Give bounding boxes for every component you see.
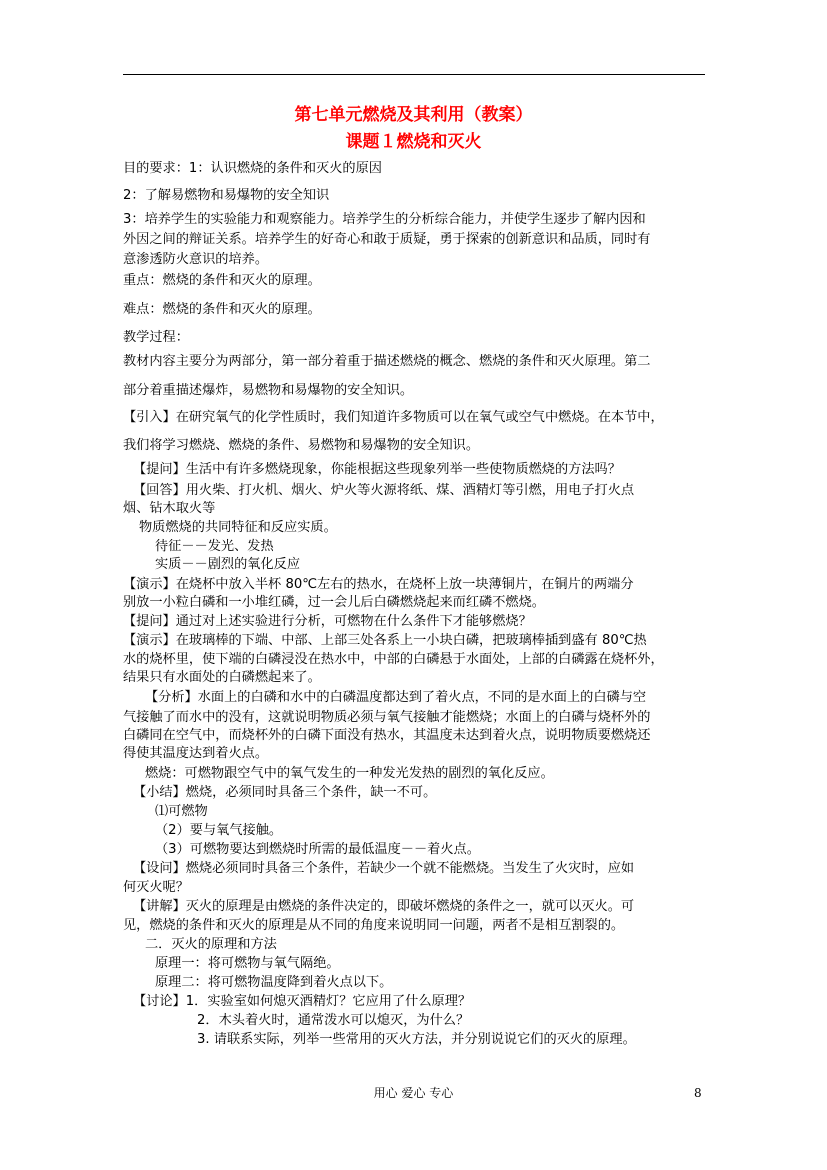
section-two-heading: 二．灭火的原理和方法 — [145, 937, 277, 952]
principle-2: 原理二：将可燃物温度降到着火点以下。 — [155, 975, 393, 990]
header-rule — [123, 74, 705, 75]
essence-line: 实质－－剧烈的氧化反应 — [155, 557, 301, 572]
setquestion-line-1: 【设问】燃烧必须同时具备三个条件，若缺少一个就不能燃烧。当发生了火灾时，应如 — [133, 861, 635, 876]
content-line-1: 教材内容主要分为两部分，第一部分着重于描述燃烧的概念、燃烧的条件和灭火原理。第二 — [123, 354, 651, 369]
question-line-1: 【提问】生活中有许多燃烧现象，你能根据这些现象列举一些使物质燃烧的方法吗？ — [133, 462, 621, 477]
common-feature-line: 物质燃烧的共同特征和反应实质。 — [139, 520, 337, 535]
analysis-line-4: 得使其温度达到着火点。 — [123, 746, 269, 761]
objective-line-3b: 外因之间的辩证关系。培养学生的好奇心和敢于质疑，勇于探索的创新意识和品质，同时有 — [123, 232, 651, 247]
answer-line-1: 【回答】用火柴、打火机、烟火、炉火等火源将纸、煤、酒精灯等引燃，用电子打火点 — [133, 483, 635, 498]
content-line-2: 部分着重描述爆炸，易燃物和易爆物的安全知识。 — [123, 383, 414, 398]
demo-1-line-1: 【演示】在烧杯中放入半杯 80℃左右的热水，在烧杯上放一块薄铜片，在铜片的两端分 — [123, 577, 634, 592]
condition-3: （3）可燃物要达到燃烧时所需的最低温度－－着火点。 — [155, 842, 480, 857]
objective-line-3: 3：培养学生的实验能力和观察能力。培养学生的分析综合能力，并使学生逐步了解内因和 — [123, 212, 646, 227]
condition-1: ⑴可燃物 — [155, 804, 208, 819]
principle-1: 原理一：将可燃物与氧气隔绝。 — [155, 956, 340, 971]
explain-line-1: 【讲解】灭火的原理是由燃烧的条件决定的，即破坏燃烧的条件之一，就可以灭火。可 — [133, 899, 635, 914]
demo-2-line-1: 【演示】在玻璃棒的下端、中部、上部三处各系上一小块白磷，把玻璃棒插到盛有 80℃热 — [123, 633, 647, 648]
process-heading: 教学过程： — [123, 330, 189, 345]
question-line-2: 【提问】通过对上述实验进行分析，可燃物在什么条件下才能够燃烧？ — [123, 614, 532, 629]
document-subtitle: 课题１燃烧和灭火 — [345, 132, 482, 152]
combustion-definition: 燃烧：可燃物跟空气中的氧气发生的一种发光发热的剧烈的氧化反应。 — [145, 766, 554, 781]
explain-line-2: 见，燃烧的条件和灭火的原理是从不同的角度来说明同一问题，两者不是相互割裂的。 — [123, 918, 625, 933]
page-number: 8 — [694, 1086, 702, 1100]
discussion-line-3: 3. 请联系实际，列举一些常用的灭火方法，并分别说说它们的灭火的原理。 — [197, 1032, 636, 1047]
condition-2: （2）要与氧气接触。 — [155, 823, 283, 838]
analysis-line-1: 【分析】水面上的白磷和水中的白磷温度都达到了着火点，不同的是水面上的白磷与空 — [145, 690, 647, 705]
analysis-line-2: 气接触了而水中的没有，这就说明物质必须与氧气接触才能燃烧；水面上的白磷与烧杯外的 — [123, 710, 651, 725]
feature-line: 待征－－发光、发热 — [155, 539, 274, 554]
discussion-line-2: 2．木头着火时，通常泼水可以熄灭，为什么？ — [197, 1013, 470, 1028]
demo-2-line-2: 水的烧杯里，使下端的白磷浸没在热水中，中部的白磷悬于水面处，上部的白磷露在烧杯外， — [123, 652, 664, 667]
summary-line: 【小结】燃烧，必须同时具备三个条件，缺一不可。 — [133, 785, 437, 800]
demo-2-line-3: 结果只有水面处的白磷燃起来了。 — [123, 670, 321, 685]
intro-line-2: 我们将学习燃烧、燃烧的条件、易燃物和易爆物的安全知识。 — [123, 438, 480, 453]
answer-line-2: 烟、钻木取火等 — [123, 501, 216, 516]
document-title: 第七单元燃烧及其利用（教案） — [294, 105, 533, 125]
objective-line-3c: 意渗透防火意识的培养。 — [123, 252, 269, 267]
objective-line-1: 目的要求：1：认识燃烧的条件和灭火的原因 — [123, 161, 382, 176]
intro-line-1: 【引入】在研究氧气的化学性质时，我们知道许多物质可以在氧气或空气中燃烧。在本节中， — [123, 410, 664, 425]
demo-1-line-2: 别放一小粒白磷和一小堆红磷，过一会儿后白磷燃烧起来而红磷不燃烧。 — [123, 595, 545, 610]
key-point-line: 重点：燃烧的条件和灭火的原理。 — [123, 273, 321, 288]
difficulty-line: 难点：燃烧的条件和灭火的原理。 — [123, 302, 321, 317]
objective-line-2: 2：了解易燃物和易爆物的安全知识 — [123, 188, 330, 203]
page-footer: 用心 爱心 专心 — [373, 1086, 454, 1100]
analysis-line-3: 白磷同在空气中，而烧杯外的白磷下面没有热水，其温度未达到着火点，说明物质要燃烧还 — [123, 728, 651, 743]
setquestion-line-2: 何灭火呢？ — [123, 880, 189, 895]
discussion-line-1: 【讨论】1．实验室如何熄灭酒精灯？它应用了什么原理？ — [133, 994, 472, 1009]
